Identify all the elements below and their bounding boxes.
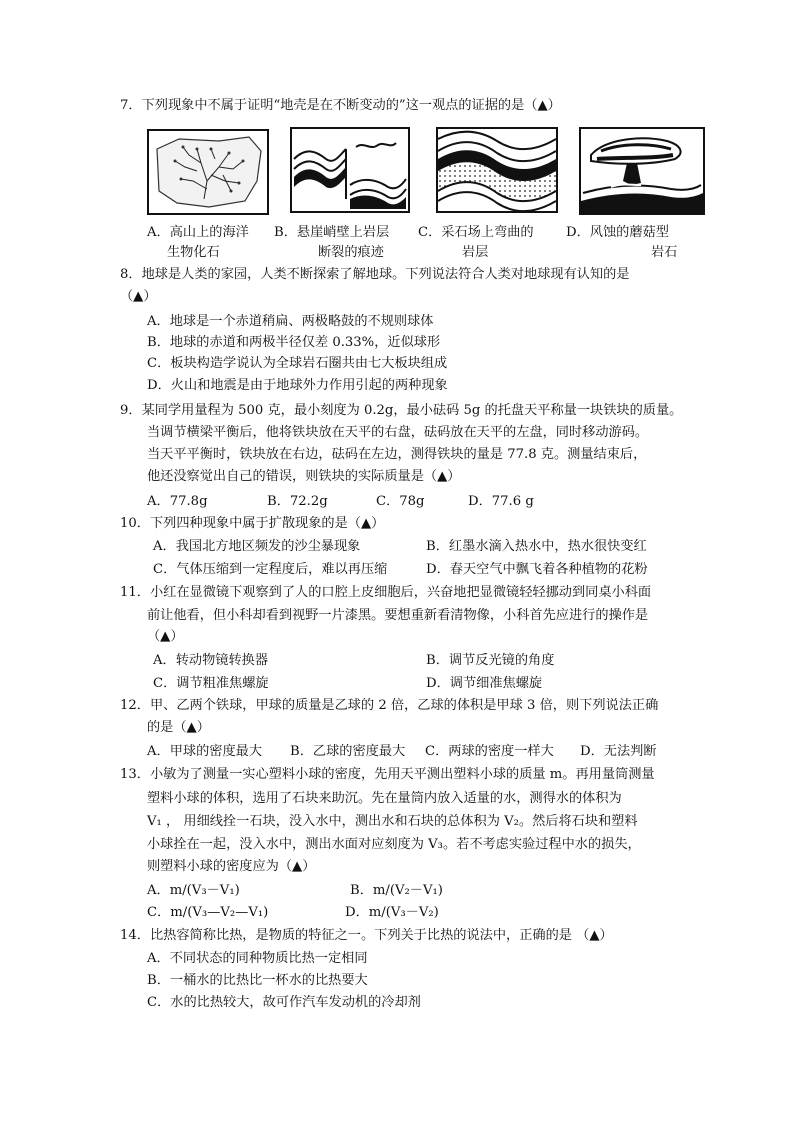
q8-option-a: A．地球是一个赤道稍扁、两极略鼓的不规则球体 (147, 314, 434, 329)
q14-option-b: B．一桶水的比热比一杯水的比热要大 (147, 973, 368, 988)
q8-stem-answer-mark: （▲） (120, 289, 157, 304)
q11-option-a: A．转动物镜转换器 (153, 653, 269, 668)
q13-line: 塑料小球的体积，选用了石块来助沉。先在量筒内放入适量的水，测得水的体积为 (147, 791, 622, 806)
q10-option-a: A．我国北方地区频发的沙尘暴现象 (153, 539, 361, 554)
q13-option-c: C．m/(V₃—V₂—V₁) (147, 905, 269, 920)
mushroom-rock-image (579, 127, 705, 215)
q13-line: V₁ ， 用细线拴一石块，没入水中，测出水和石块的总体积为 V₂。然后将石块和塑料 (147, 814, 638, 829)
q11-line: 11．小红在显微镜下观察到了人的口腔上皮细胞后，兴奋地把显微镜轻轻挪动到同桌小科面 (120, 585, 652, 600)
q9-option-a: A．77.8g (147, 494, 208, 509)
q12-line: 的是（▲） (147, 720, 210, 735)
q13-line: 小球拴在一起，没入水中，测出水面对应刻度为 V₃。若不考虑实验过程中水的损失， (147, 837, 641, 852)
q13-line: 13．小敏为了测量一实心塑料小球的密度，先用天平测出塑料小球的质量 m。再用量筒测量 (120, 767, 655, 782)
q14-stem: 14．比热容简称比热，是物质的特征之一。下列关于比热的说法中，正确的是 （▲） (120, 928, 613, 943)
q9-option-d: D．77.6 g (468, 494, 534, 509)
q7-option-c-line1: C．采石场上弯曲的 (418, 225, 534, 240)
q11-option-d: D．调节细准焦螺旋 (426, 676, 543, 691)
q14-option-c: C．水的比热较大，故可作汽车发动机的冷却剂 (147, 995, 421, 1010)
q8-option-c: C．板块构造学说认为全球岩石圈共由七大板块组成 (147, 356, 448, 371)
fault-rock-image (290, 127, 410, 213)
q7-option-b-line2: 断裂的痕迹 (318, 245, 384, 260)
q7-option-a-line2: 生物化石 (167, 245, 220, 260)
q12-option-d: D．无法判断 (580, 744, 657, 759)
q11-option-b: B．调节反光镜的角度 (426, 653, 555, 668)
q11-line: 前让他看，但小科却看到视野一片漆黑。要想重新看清物像，小科首先应进行的操作是 (147, 608, 649, 623)
q7-option-d-line2: 岩石 (651, 245, 678, 260)
q9-line: 当天平平衡时，铁块放在右边，砝码在左边，测得铁块的量是 77.8 克。测量结束后， (147, 447, 647, 462)
q12-option-c: C．两球的密度一样大 (425, 744, 554, 759)
q8-stem: 8．地球是人类的家园，人类不断探索了解地球。下列说法符合人类对地球现有认知的是 (120, 267, 630, 282)
q8-option-d: D．火山和地震是由于地球外力作用引起的两种现象 (147, 378, 448, 393)
q10-option-c: C．气体压缩到一定程度后，难以再压缩 (153, 562, 388, 577)
q10-stem: 10．下列四种现象中属于扩散现象的是（▲） (120, 516, 385, 531)
q14-option-a: A．不同状态的同种物质比热一定相同 (147, 951, 368, 966)
q9-line: 他还没察觉出自己的错误，则铁块的实际质量是（▲） (147, 469, 461, 484)
q9-option-b: B．72.2g (267, 494, 328, 509)
q7-stem: 7．下列现象中不属于证明“地壳是在不断变动的”这一观点的证据的是（▲） (120, 98, 561, 113)
q13-option-a: A．m/(V₃－V₁) (147, 883, 240, 898)
q8-option-b: B．地球的赤道和两极半径仅差 0.33%，近似球形 (147, 335, 441, 350)
q9-line: 9．某同学用量程为 500 克，最小刻度为 0.2g，最小砝码 5g 的托盘天平称量一块铁块的质量。 (120, 403, 683, 418)
folded-strata-image (436, 127, 558, 213)
q11-line: （▲） (147, 629, 184, 644)
q7-option-b-line1: B．悬崖峭壁上岩层 (274, 225, 390, 240)
q13-line: 则塑料小球的密度应为（▲） (147, 859, 316, 874)
q7-option-d-line1: D．风蚀的蘑菇型 (566, 225, 669, 240)
q7-option-a-line1: A．高山上的海洋 (147, 225, 249, 240)
q13-option-b: B．m/(V₂－V₁) (350, 883, 443, 898)
q9-line: 当调节横梁平衡后，他将铁块放在天平的右盘，砝码放在天平的左盘，同时移动游码。 (147, 425, 649, 440)
q12-option-a: A．甲球的密度最大 (147, 744, 263, 759)
marine-fossil-image (147, 129, 269, 215)
q12-option-b: B．乙球的密度最大 (290, 744, 406, 759)
q12-line: 12．甲、乙两个铁球，甲球的质量是乙球的 2 倍，乙球的体积是甲球 3 倍，则下列说法正确 (120, 698, 659, 713)
q10-option-d: D．春天空气中飘飞着各种植物的花粉 (426, 562, 648, 577)
q11-option-c: C．调节粗准焦螺旋 (153, 676, 269, 691)
q10-option-b: B．红墨水滴入热水中，热水很快变红 (426, 539, 647, 554)
q13-option-d: D．m/(V₃－V₂) (345, 905, 439, 920)
q7-option-c-line2: 岩层 (462, 245, 489, 260)
q9-option-c: C．78g (376, 494, 425, 509)
